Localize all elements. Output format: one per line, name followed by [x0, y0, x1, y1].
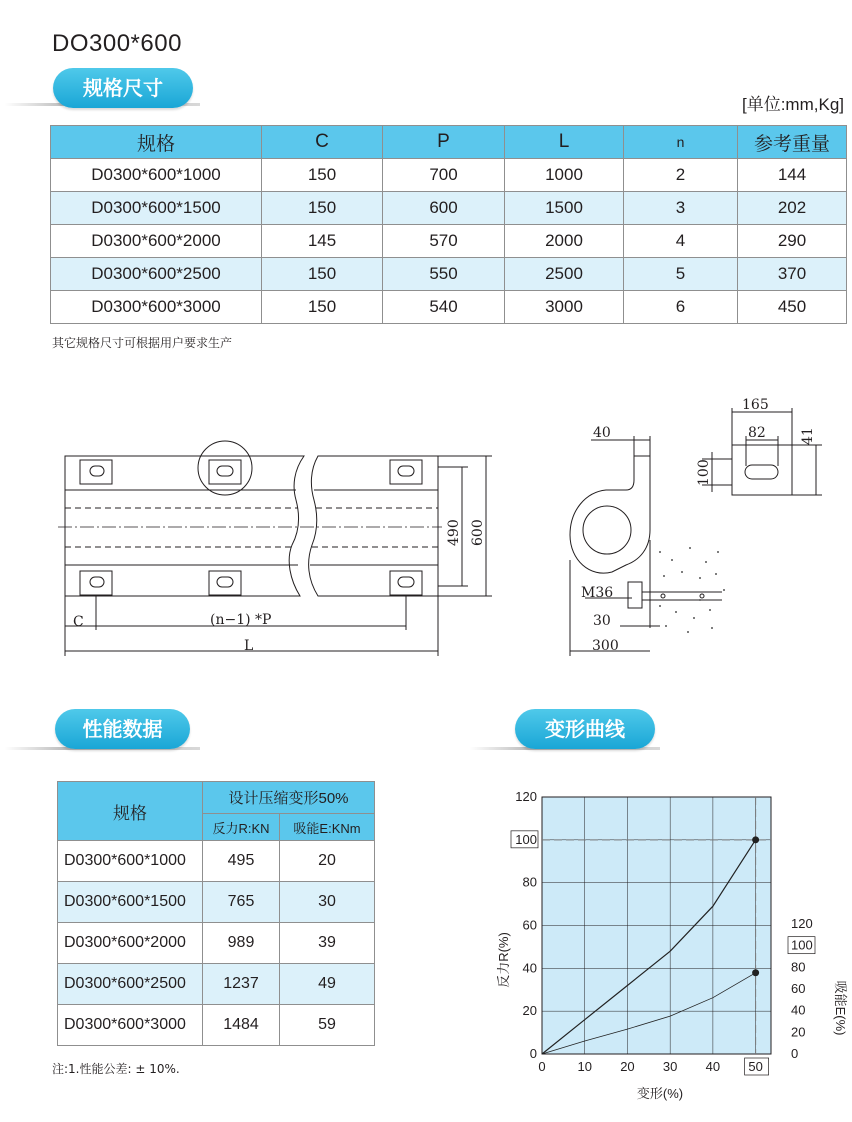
y-tick-label: 40 — [522, 960, 537, 976]
dim-41: 41 — [800, 427, 816, 445]
table-cell: 202 — [738, 192, 847, 225]
dim-30: 30 — [593, 613, 611, 629]
table-row — [51, 159, 847, 192]
performance-table — [57, 781, 375, 1046]
y-axis-label: 反力R(%) — [496, 932, 511, 988]
dim-165: 165 — [742, 397, 769, 413]
y-tick-label: 0 — [529, 1046, 537, 1061]
table-cell: 1237 — [203, 964, 280, 1005]
header-cell: L — [505, 126, 624, 159]
table-row — [58, 923, 375, 964]
y2-tick-label: 60 — [791, 981, 806, 996]
table-cell: D0300*600*3000 — [58, 1005, 203, 1046]
table-cell: 2500 — [505, 258, 624, 291]
table-cell: D0300*600*1000 — [58, 841, 203, 882]
dim-40: 40 — [593, 425, 611, 441]
x-tick-label: 0 — [538, 1059, 546, 1074]
x-tick-label: 50 — [748, 1059, 763, 1074]
dim-m36: M36 — [581, 585, 614, 601]
table-row — [51, 192, 847, 225]
y2-tick-label: 0 — [791, 1046, 799, 1061]
table-cell: 3 — [624, 192, 738, 225]
table-cell: 2 — [624, 159, 738, 192]
table-cell: 989 — [203, 923, 280, 964]
table-cell: D0300*600*2500 — [58, 964, 203, 1005]
x-axis-label: 变形(%) — [636, 1086, 684, 1101]
dim-82: 82 — [748, 425, 766, 441]
y-tick-label: 100 — [515, 831, 537, 847]
header-cell: 规格 — [51, 126, 262, 159]
table-cell: 150 — [262, 258, 383, 291]
unit-label: [单位:mm,Kg] — [741, 95, 844, 114]
table-cell: 59 — [280, 1005, 375, 1046]
y-tick-label: 60 — [522, 917, 537, 933]
section-header-performance: 性能数据 — [55, 709, 190, 749]
table-cell: 1500 — [505, 192, 624, 225]
table-cell: 6 — [624, 291, 738, 324]
table-cell: 600 — [383, 192, 505, 225]
spec-note: 其它规格尺寸可根据用户要求生产 — [52, 336, 233, 350]
spec-table — [50, 125, 847, 324]
table-cell: 540 — [383, 291, 505, 324]
perf-header-energy: 吸能E:KNm — [280, 814, 375, 841]
table-cell: D0300*600*2500 — [51, 258, 262, 291]
table-cell: 765 — [203, 882, 280, 923]
table-cell: 39 — [280, 923, 375, 964]
y2-tick-label: 120 — [791, 916, 813, 931]
perf-header-group: 设计压缩变形50% — [203, 782, 375, 814]
section-header-spec: 规格尺寸 — [53, 68, 193, 108]
table-row — [58, 882, 375, 923]
x-tick-label: 20 — [620, 1059, 635, 1074]
y2-tick-label: 20 — [791, 1024, 806, 1040]
y-tick-label: 20 — [522, 1003, 537, 1019]
dim-c: C — [73, 614, 84, 630]
table-cell: D0300*600*2000 — [51, 225, 262, 258]
table-cell: D0300*600*1000 — [51, 159, 262, 192]
dim-490: 490 — [446, 519, 462, 546]
table-row — [51, 258, 847, 291]
y2-tick-label: 80 — [791, 959, 806, 975]
table-cell: 4 — [624, 225, 738, 258]
table-cell: D0300*600*3000 — [51, 291, 262, 324]
table-cell: 150 — [262, 291, 383, 324]
technical-drawing — [0, 390, 852, 670]
table-row — [58, 964, 375, 1005]
table-cell: 20 — [280, 841, 375, 882]
header-cell: P — [383, 126, 505, 159]
dim-100: 100 — [696, 459, 712, 486]
y2-tick-label: 40 — [791, 1002, 806, 1018]
y2-tick-label: 100 — [791, 937, 813, 953]
table-cell: 30 — [280, 882, 375, 923]
header-cell: C — [262, 126, 383, 159]
table-cell: 1484 — [203, 1005, 280, 1046]
table-cell: D0300*600*1500 — [58, 882, 203, 923]
table-row — [51, 225, 847, 258]
table-cell: D0300*600*1500 — [51, 192, 262, 225]
series-endpoint — [752, 969, 759, 976]
table-cell: 290 — [738, 225, 847, 258]
table-cell: 450 — [738, 291, 847, 324]
table-cell: 495 — [203, 841, 280, 882]
table-cell: 2000 — [505, 225, 624, 258]
section-header-curve: 变形曲线 — [515, 709, 655, 749]
header-cell: n — [624, 126, 738, 159]
dim-300: 300 — [592, 638, 619, 654]
perf-header-spec: 规格 — [58, 782, 203, 841]
x-tick-label: 40 — [705, 1059, 721, 1074]
table-cell: 145 — [262, 225, 383, 258]
perf-header-reaction: 反力R:KN — [203, 814, 280, 841]
x-tick-label: 30 — [662, 1059, 678, 1074]
spec-table-header — [51, 126, 847, 159]
perf-note: 注:1.性能公差: ± 10%. — [52, 1062, 180, 1076]
table-cell: 700 — [383, 159, 505, 192]
page-title: DO300*600 — [52, 30, 182, 57]
table-cell: 3000 — [505, 291, 624, 324]
table-cell: 150 — [262, 159, 383, 192]
table-cell: 370 — [738, 258, 847, 291]
table-cell: 49 — [280, 964, 375, 1005]
table-cell: 550 — [383, 258, 505, 291]
table-cell: 570 — [383, 225, 505, 258]
dim-600: 600 — [470, 519, 486, 546]
table-cell: 1000 — [505, 159, 624, 192]
deformation-curve-chart — [470, 780, 848, 1110]
x-tick-label: 10 — [577, 1059, 592, 1074]
table-row — [58, 841, 375, 882]
table-cell: 144 — [738, 159, 847, 192]
header-cell: 参考重量 — [738, 126, 847, 159]
y2-axis-label: 吸能E(%) — [833, 980, 848, 1036]
y-tick-label: 120 — [515, 789, 537, 804]
table-row — [51, 291, 847, 324]
y-tick-label: 80 — [522, 874, 537, 890]
series-endpoint — [752, 836, 759, 843]
table-row — [58, 1005, 375, 1046]
table-cell: 5 — [624, 258, 738, 291]
dim-n1p: (n−1) *P — [210, 612, 272, 628]
table-cell: 150 — [262, 192, 383, 225]
table-cell: D0300*600*2000 — [58, 923, 203, 964]
dim-l: L — [244, 638, 254, 654]
